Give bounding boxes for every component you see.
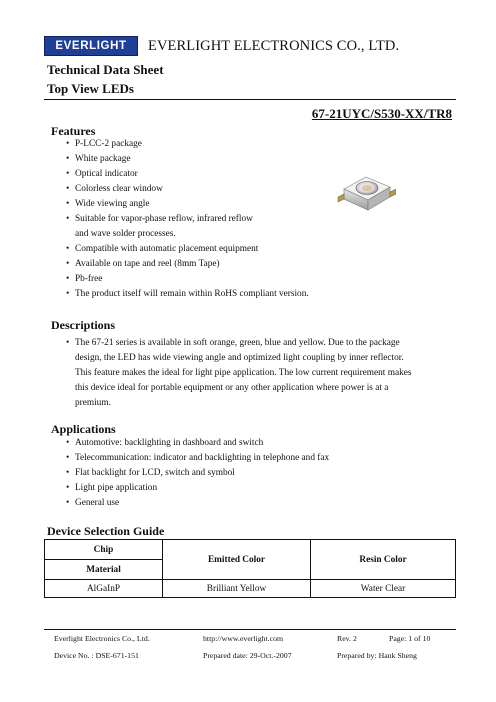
- feature-item: • Wide viewing angle: [66, 197, 309, 212]
- features-list: [66, 137, 309, 302]
- footer-divider: [44, 629, 456, 630]
- resin-color-header: Resin Color: [311, 540, 456, 580]
- device-guide-heading: Device Selection Guide: [47, 524, 165, 538]
- document-subtitle: Top View LEDs: [47, 81, 134, 96]
- description-line: The 67-21 series is available in soft orange, green, blue and yellow. Due to the package: [75, 338, 400, 348]
- applications-list: [66, 436, 329, 511]
- device-selection-table: [44, 539, 456, 598]
- footer-company: Everlight Electronics Co., Ltd.: [54, 634, 150, 643]
- application-item: • Light pipe application: [66, 481, 329, 496]
- footer-page-number: Page: 1 of 10: [389, 634, 431, 643]
- resin-color-cell: Water Clear: [311, 580, 456, 598]
- feature-item: • White package: [66, 152, 309, 167]
- description-line: This feature makes the ideal for light pipe application. The low current requirement makes: [75, 368, 412, 378]
- feature-item: • P-LCC-2 package: [66, 137, 309, 152]
- everlight-logo: [44, 36, 138, 56]
- part-number: 67-21UYC/S530-XX/TR8: [311, 106, 452, 121]
- material-cell: AlGaInP: [45, 580, 163, 598]
- table-row: [45, 580, 456, 598]
- feature-item-continuation: and wave solder processes.: [75, 229, 176, 239]
- footer-revision: Rev. 2: [337, 634, 357, 643]
- feature-item: [66, 212, 309, 242]
- footer-prepared-date: Prepared date: 29-Oct.-2007: [203, 651, 292, 660]
- features-heading: Features: [51, 124, 96, 138]
- descriptions-paragraph: [66, 336, 450, 411]
- description-line: design, the LED has wide viewing angle and optimized light coupling by inner reflector.: [75, 353, 404, 363]
- feature-item: • Pb-free: [66, 272, 309, 287]
- logo-text: EVERLIGHT: [55, 40, 127, 52]
- material-header: Material: [45, 560, 163, 580]
- table-header-row: [45, 540, 456, 560]
- application-item: • Automotive: backlighting in dashboard and switch: [66, 436, 329, 451]
- feature-item: • Colorless clear window: [66, 182, 309, 197]
- description-line: premium.: [75, 398, 111, 408]
- emitted-color-cell: Brilliant Yellow: [163, 580, 311, 598]
- footer-url: http://www.everlight.com: [203, 634, 284, 643]
- feature-item: • The product itself will remain within RoHS compliant version.: [66, 287, 309, 302]
- description-bullet: •: [66, 338, 70, 348]
- application-item: • Flat backlight for LCD, switch and symbol: [66, 466, 329, 481]
- document-title: Technical Data Sheet: [47, 62, 164, 77]
- application-item: • General use: [66, 496, 329, 511]
- application-item: • Telecommunication: indicator and backlighting in telephone and fax: [66, 451, 329, 466]
- feature-item: • Available on tape and reel (8mm Tape): [66, 257, 309, 272]
- feature-item: • Compatible with automatic placement equipment: [66, 242, 309, 257]
- page-header: [44, 36, 456, 56]
- footer-prepared-by: Prepared by: Hank Sheng: [337, 651, 417, 660]
- emitted-color-header: Emitted Color: [163, 540, 311, 580]
- applications-heading: Applications: [51, 422, 116, 436]
- chip-header: Chip: [45, 540, 163, 560]
- feature-item: • Optical indicator: [66, 167, 309, 182]
- feature-item-text: Suitable for vapor-phase reflow, infrared reflow: [75, 214, 253, 224]
- company-name: EVERLIGHT ELECTRONICS CO., LTD.: [148, 38, 400, 54]
- footer-device-number: Device No. : DSE-671-151: [54, 651, 139, 660]
- led-package-image: [336, 163, 396, 215]
- descriptions-heading: Descriptions: [51, 318, 115, 332]
- description-line: this device ideal for portable equipment or any other application where power is at a: [75, 383, 389, 393]
- header-divider: [44, 99, 456, 100]
